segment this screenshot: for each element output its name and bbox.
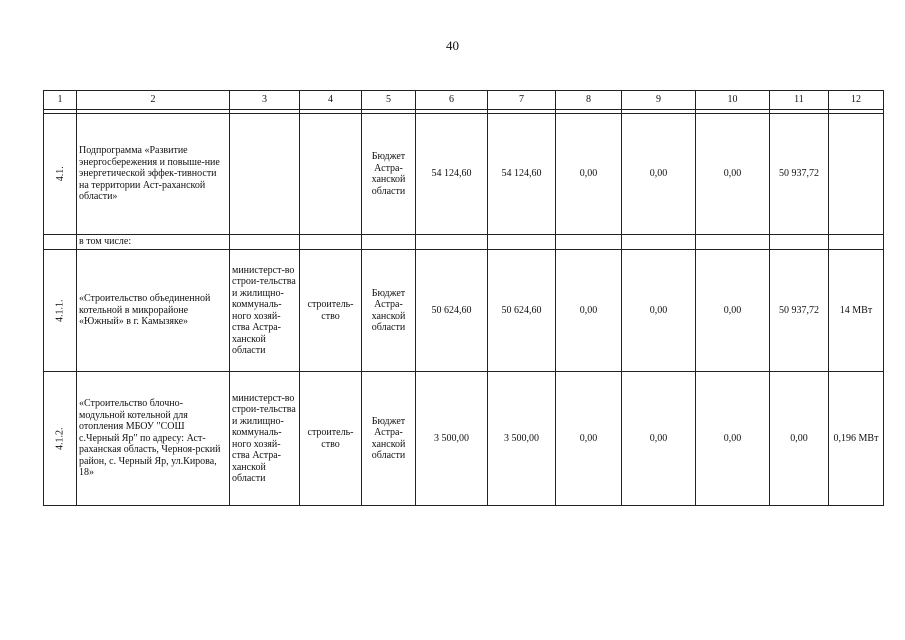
value-col-9: 0,00: [622, 114, 696, 235]
header-cell: 8: [556, 91, 622, 110]
measure-name: «Строительство объединенной котельной в микрорайоне «Южный» в г. Камызяке»: [77, 250, 230, 372]
header-row: [44, 91, 884, 110]
funding-source: Бюджет Астра-ханской области: [362, 250, 416, 372]
value-col-8: 0,00: [556, 250, 622, 372]
budget-table: [43, 90, 884, 506]
funding-source: Бюджет Астра-ханской области: [362, 114, 416, 235]
header-cell: 1: [44, 91, 77, 110]
row-number-cell: [44, 114, 77, 235]
value-col-6: 54 124,60: [416, 114, 488, 235]
row-number: 4.1.2.: [54, 427, 66, 450]
row-number-cell: [44, 372, 77, 506]
value-col-7: 54 124,60: [488, 114, 556, 235]
value-col-12: 14 МВт: [829, 250, 884, 372]
header-cell: 12: [829, 91, 884, 110]
value-col-8: 0,00: [556, 372, 622, 506]
value-col-12: 0,196 МВт: [829, 372, 884, 506]
value-col-9: 0,00: [622, 250, 696, 372]
header-cell: 10: [696, 91, 770, 110]
value-col-9: 0,00: [622, 372, 696, 506]
header-cell: 5: [362, 91, 416, 110]
row-number-cell: [44, 250, 77, 372]
row-number: 4.1.1.: [54, 299, 66, 322]
row-number: 4.1.: [54, 166, 66, 182]
value-col-10: 0,00: [696, 372, 770, 506]
executor: [230, 114, 300, 235]
value-col-11: 0,00: [770, 372, 829, 506]
header-cell: 11: [770, 91, 829, 110]
table-row: [44, 372, 884, 506]
header-cell: 6: [416, 91, 488, 110]
including-row: [44, 235, 884, 250]
value-col-11: 50 937,72: [770, 114, 829, 235]
value-col-7: 3 500,00: [488, 372, 556, 506]
value-col-7: 50 624,60: [488, 250, 556, 372]
executor: министерст-во строи-тельства и жилищно-коммуналь-ного хозяй-ства Астра-ханской области: [230, 250, 300, 372]
header-cell: 9: [622, 91, 696, 110]
value-col-12: [829, 114, 884, 235]
page-number: 40: [446, 38, 459, 53]
executor: министерст-во строи-тельства и жилищно-коммуналь-ного хозяй-ства Астра-ханской области: [230, 372, 300, 506]
table-row: [44, 114, 884, 235]
value-col-11: 50 937,72: [770, 250, 829, 372]
value-col-8: 0,00: [556, 114, 622, 235]
including-label: в том числе:: [77, 235, 230, 250]
value-col-10: 0,00: [696, 114, 770, 235]
measure-name: «Строительство блочно-модульной котельной для отопления МБОУ "СОШ с.Черный Яр" по адресу: Аст-раханская область, Черноя-рский район, с. Черный Яр, ул.Кирова, 18»: [77, 372, 230, 506]
value-col-6: 3 500,00: [416, 372, 488, 506]
header-cell: 3: [230, 91, 300, 110]
measure-name: Подпрограмма «Развитие энергосбережения и повыше-ние энергетической эффек-тивности на территории Аст-раханской области»: [77, 114, 230, 235]
header-cell: 4: [300, 91, 362, 110]
direction: [300, 114, 362, 235]
value-col-10: 0,00: [696, 250, 770, 372]
value-col-6: 50 624,60: [416, 250, 488, 372]
header-cell: 7: [488, 91, 556, 110]
header-cell: 2: [77, 91, 230, 110]
direction: строитель-ство: [300, 250, 362, 372]
direction: строитель-ство: [300, 372, 362, 506]
funding-source: Бюджет Астра-ханской области: [362, 372, 416, 506]
table-row: [44, 250, 884, 372]
